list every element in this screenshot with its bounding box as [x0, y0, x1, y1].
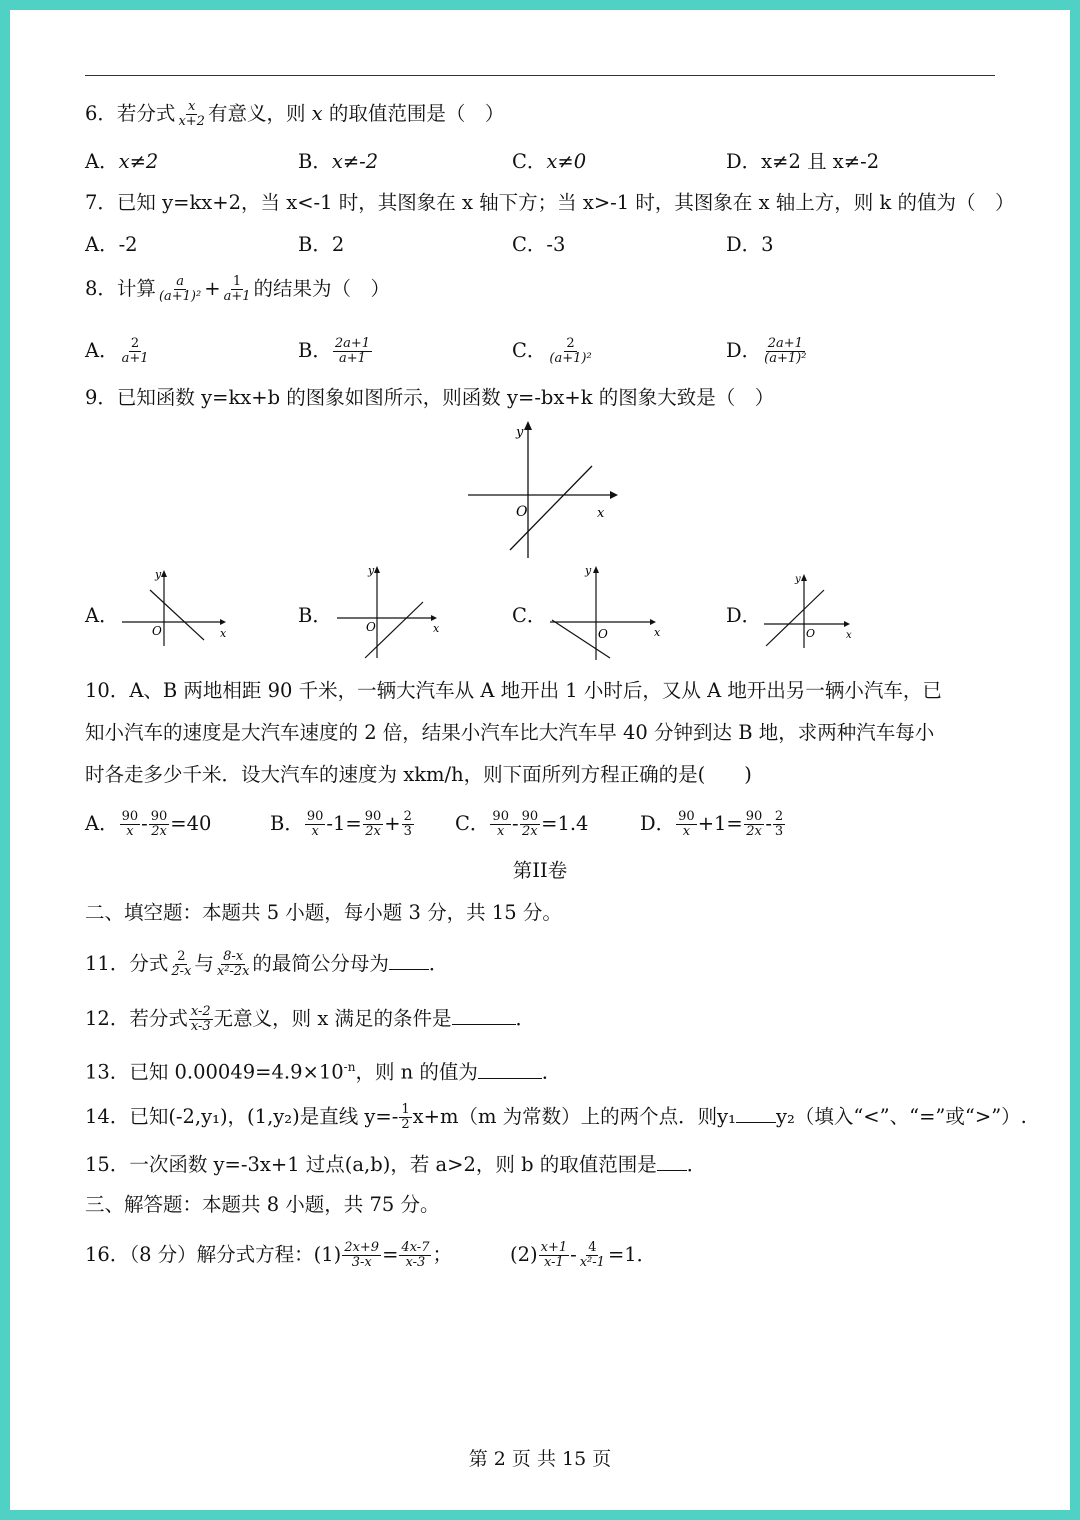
q9-option-a-graph — [120, 568, 230, 648]
svg-text:x: x — [846, 630, 852, 641]
svg-text:y: y — [585, 564, 592, 577]
exam-page — [10, 10, 1070, 1510]
q9-option-a-label: A． — [85, 604, 119, 627]
q10-option-a: A． $\frac{90}{x}$ - $\frac{90}{2x}$ =40 — [85, 809, 212, 839]
question-10-line-3: 时各走多少千米．设大汽车的速度为 xkm/h，则下面所列方程正确的是( ) — [85, 763, 752, 786]
q8-option-c: C． $\frac{2}{\text{(a+1)²}}$ — [512, 336, 592, 366]
question-14: 14．已知(-2,y₁)，(1,y₂)是直线 y=- $\frac{1}{2}$ x+m（m 为常数）上的两个点．则y₁ y₂（填入“<”、“=”或“>”）. — [85, 1102, 1027, 1132]
svg-text:y: y — [368, 564, 375, 577]
svg-text:x: x — [654, 626, 661, 639]
q9-option-b-label: B． — [298, 604, 332, 627]
svg-text:O: O — [152, 624, 162, 638]
section-2-title: 第II卷 — [512, 859, 568, 882]
q9-option-c-graph — [548, 562, 668, 662]
q9-option-d-graph — [762, 570, 862, 650]
q10-option-d: D． $\frac{90}{x}$ +1= $\frac{90}{2x}$ - $\frac{2}{3}$ — [640, 809, 784, 839]
svg-text:O: O — [516, 504, 528, 520]
question-10-line-1: 10．A、B 两地相距 90 千米，一辆大汽车从 A 地开出 1 小时后，又从 A 地开出另一辆小汽车，已 — [85, 679, 942, 702]
answer-blank — [736, 1104, 776, 1123]
q7-option-a: A．-2 — [85, 233, 138, 256]
svg-text:y: y — [516, 425, 524, 440]
main-graph — [460, 418, 620, 558]
q10-option-b: B． $\frac{90}{x}$ -1= $\frac{90}{2x}$ + $\frac{2}{3}$ — [270, 809, 412, 839]
svg-text:O: O — [806, 627, 816, 640]
answer-blank — [657, 1152, 687, 1171]
svg-text:x: x — [433, 622, 440, 635]
question-10-line-2: 知小汽车的速度是大汽车速度的 2 倍，结果小汽车比大汽车早 40 分钟到达 B 地，求两种汽车每小 — [85, 721, 935, 744]
q7-option-b: B．2 — [298, 233, 345, 256]
page-footer: 第 2 页 共 15 页 — [468, 1448, 612, 1470]
header-rule — [85, 75, 995, 76]
svg-text:y: y — [155, 568, 162, 581]
q8-option-d: D． $\frac{2a+1}{\text{(a+1)²}}$ — [726, 336, 807, 366]
svg-text:x: x — [597, 506, 605, 521]
question-7: 7．已知 y=kx+2，当 x<-1 时，其图象在 x 轴下方；当 x>-1 时，其图象在 x 轴上方，则 k 的值为（ ） — [85, 191, 1015, 214]
section-3-description: 三、解答题：本题共 8 小题，共 75 分。 — [85, 1193, 440, 1216]
q8-option-a: A． $\frac{2}{a+1}$ — [85, 336, 149, 366]
svg-text:x: x — [220, 627, 227, 640]
q9-option-d-label: D． — [726, 604, 762, 627]
q6-option-b: B．x≠-2 — [298, 150, 379, 173]
question-16-part-2: (2) $\frac{x+1}{x-1}$ - $\frac{4}{\text{x²-1}}$ =1． — [510, 1240, 657, 1270]
q7-option-d: D．3 — [726, 233, 774, 256]
q8-option-b: B． $\frac{2a+1}{a+1}$ — [298, 336, 371, 366]
answer-blank — [478, 1060, 542, 1079]
question-12: 12．若分式 $\frac{x-2}{x-3}$ 无意义，则 x 满足的条件是 ． — [85, 1004, 536, 1034]
question-11: 11．分式 $\frac{2}{2-x}$ 与 $\frac{8-x}{\text{x²-2x}}$ 的最简公分母为 ． — [85, 949, 449, 979]
q9-option-c-label: C． — [512, 604, 547, 627]
answer-blank — [452, 1006, 516, 1025]
q6-option-d: D．x≠2 且 x≠-2 — [726, 150, 880, 173]
question-8: 8．计算 $\frac{a}{\text{(a+1)²}}$ + $\frac{1}{a+1}$ 的结果为（ ） — [85, 274, 390, 304]
q9-option-b-graph — [335, 562, 445, 662]
question-13: 13．已知 $0.00049=4.9\times 10^{-n}$，则 n 的值为 ． — [85, 1060, 562, 1084]
question-15: 15．一次函数 y=-3x+1 过点(a,b)，若 a>2，则 b 的取值范围是 ． — [85, 1153, 707, 1176]
q10-option-c: C． $\frac{90}{x}$ - $\frac{90}{2x}$ =1.4 — [455, 809, 589, 839]
svg-text:y: y — [795, 574, 801, 585]
q7-option-c: C．-3 — [512, 233, 566, 256]
q6-option-a: A．x≠2 — [85, 150, 159, 173]
question-6: 6．若分式 $\frac{x}{x+2}$ 有意义，则 x 的取值范围是（ ） — [85, 99, 505, 129]
q6-option-c: C．x≠0 — [512, 150, 587, 173]
answer-blank — [389, 951, 429, 970]
fraction: $\frac{a}{\text{(a+1)²}}$ — [158, 274, 202, 304]
section-2-description: 二、填空题：本题共 5 小题，每小题 3 分，共 15 分。 — [85, 901, 562, 924]
question-9: 9．已知函数 y=kx+b 的图象如图所示，则函数 y=-bx+k 的图象大致是（ ） — [85, 386, 775, 409]
fraction: $\frac{1}{a+1}$ — [223, 274, 251, 304]
svg-text:O: O — [366, 620, 376, 634]
question-16: 16．（8 分）解分式方程：(1) $\frac{2x+9}{3-x}$ = $\frac{4x-7}{x-3}$ ； — [85, 1240, 452, 1270]
svg-text:O: O — [598, 627, 608, 641]
fraction: $\frac{x}{x+2}$ — [178, 99, 205, 129]
